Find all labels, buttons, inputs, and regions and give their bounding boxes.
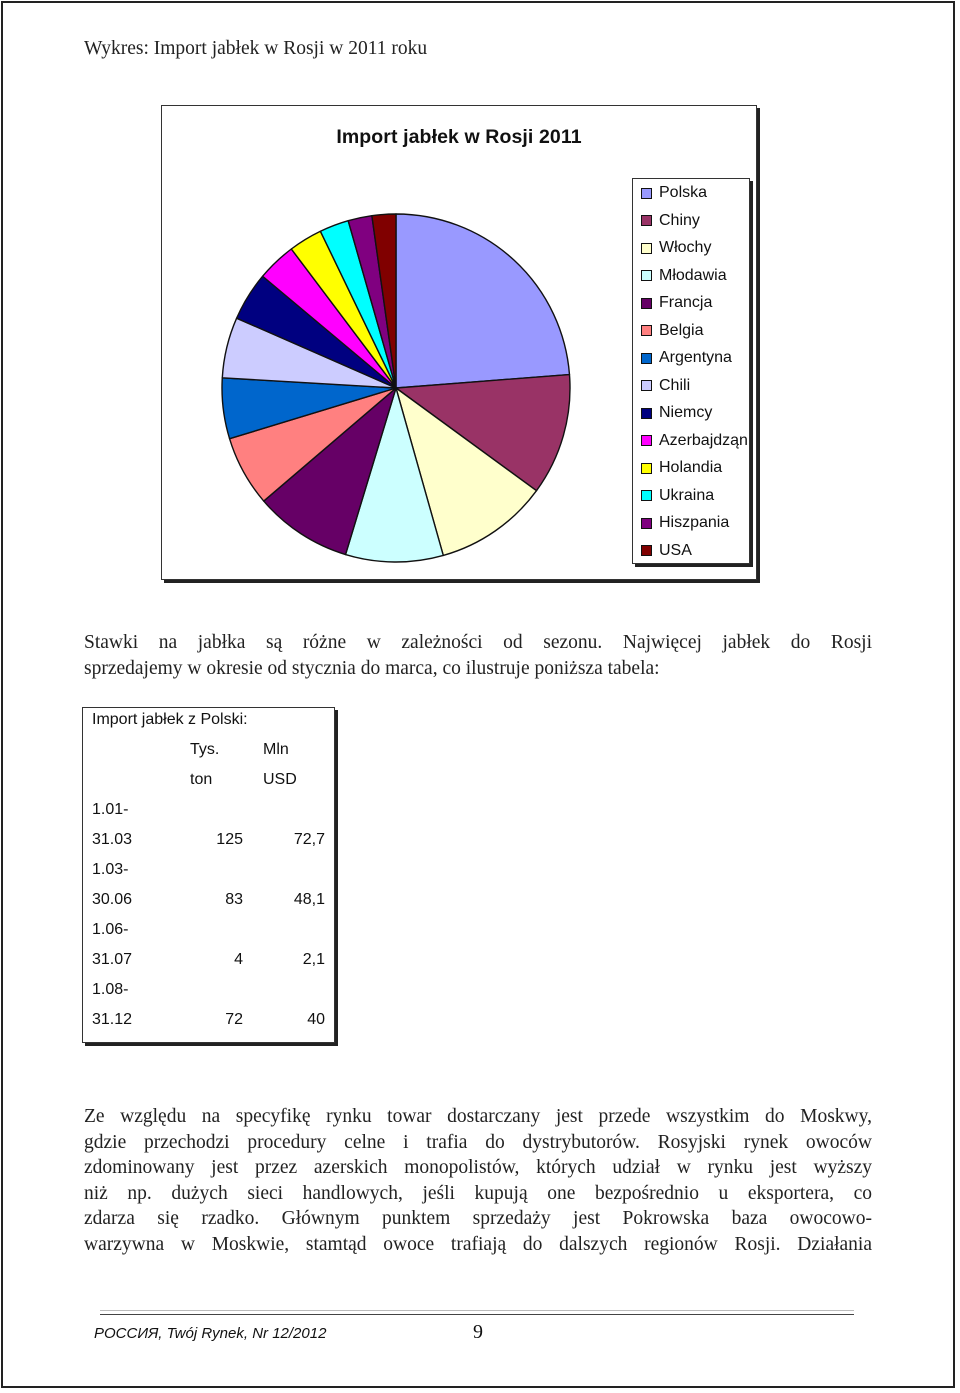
table-row-2-tons: 83 bbox=[225, 891, 243, 908]
legend-swatch bbox=[641, 325, 652, 336]
legend-item bbox=[641, 458, 722, 478]
legend-label: Azerbajdząn bbox=[659, 431, 748, 449]
legend-swatch bbox=[641, 435, 652, 446]
legend-item bbox=[641, 376, 690, 396]
legend-swatch bbox=[641, 490, 652, 501]
legend-swatch bbox=[641, 518, 652, 529]
legend-label: Ukraina bbox=[659, 486, 715, 504]
chart-legend bbox=[632, 178, 750, 564]
paragraph-market-distribution-line: niż np. dużych sieci handlowych, jeśli kupują one bezpośrednio u eksportera, co bbox=[84, 1182, 872, 1204]
table-row-2-period-line2: 30.06 bbox=[92, 891, 133, 908]
paragraph-market-distribution-line: Ze względu na specyfikę rynku towar dostarczany jest przede wszystkim do Moskwy, bbox=[84, 1106, 872, 1127]
legend-label: Holandia bbox=[659, 459, 723, 476]
legend-label: Argentyna bbox=[659, 349, 732, 366]
legend-label: Polska bbox=[659, 184, 708, 201]
footer-divider-light bbox=[100, 1310, 854, 1311]
legend-swatch bbox=[641, 215, 652, 226]
legend-item bbox=[641, 293, 712, 313]
table-row-3-period-line1: 1.06- bbox=[92, 921, 129, 938]
legend-swatch bbox=[641, 188, 652, 199]
footer-publication: РОССИЯ, Twój Rynek, Nr 12/2012 bbox=[94, 1325, 327, 1342]
legend-label: Hiszpania bbox=[659, 514, 730, 531]
legend-label: Belgia bbox=[659, 321, 704, 339]
table-row-3-period-line2: 31.07 bbox=[92, 951, 133, 968]
legend-item bbox=[641, 238, 711, 258]
legend-item bbox=[641, 266, 727, 286]
paragraph-seasonal-rates bbox=[84, 630, 872, 682]
footer-divider bbox=[100, 1314, 854, 1315]
legend-item bbox=[641, 431, 748, 451]
table-header-usd-line1: Mln bbox=[263, 741, 289, 758]
legend-label: Chiny bbox=[659, 211, 700, 229]
legend-item bbox=[641, 403, 712, 423]
legend-item bbox=[641, 211, 700, 231]
legend-item bbox=[641, 486, 714, 506]
import-table bbox=[82, 707, 335, 1043]
table-title: Import jabłek z Polski: bbox=[92, 711, 248, 728]
legend-label: Niemcy bbox=[659, 404, 713, 421]
page-number: 9 bbox=[473, 1321, 483, 1343]
legend-item bbox=[641, 541, 692, 561]
paragraph-seasonal-rates-line: Stawki na jabłka są różne w zależności od sezonu. Najwięcej jabłek do Rosji bbox=[84, 632, 872, 653]
paragraph-market-distribution-line: warzywna w Moskwie, stamtąd owoce trafiają do dalszych regionów Rosji. Działania bbox=[84, 1233, 872, 1255]
table-header-tons-line1: Tys. bbox=[190, 741, 220, 758]
table-row-1-usd: 72,7 bbox=[293, 831, 325, 848]
table-header-usd-line2: USD bbox=[263, 771, 297, 788]
table-row-4-tons: 72 bbox=[225, 1011, 243, 1028]
table-row-1-tons: 125 bbox=[216, 831, 243, 848]
paragraph-market-distribution-line: zdominowany jest przez azerskich monopolistów, których udział w rynku jest wyższy bbox=[84, 1157, 872, 1178]
table-row-4-period-line1: 1.08- bbox=[92, 981, 129, 998]
legend-swatch bbox=[641, 270, 652, 281]
legend-swatch bbox=[641, 380, 652, 391]
paragraph-market-distribution-line: zdarza się rzadko. Głównym punktem sprzedaży jest Pokrowska baza owocowo- bbox=[84, 1208, 872, 1229]
table-header-tons-line2: ton bbox=[190, 771, 213, 788]
legend-item bbox=[641, 348, 732, 368]
table-row-3-usd: 2,1 bbox=[302, 951, 325, 968]
pie-chart-panel bbox=[161, 105, 757, 580]
table-row-4-period-line2: 31.12 bbox=[92, 1011, 133, 1028]
legend-label: Włochy bbox=[659, 239, 712, 256]
table-row-3-tons: 4 bbox=[234, 951, 243, 968]
pie-slice-polska bbox=[396, 214, 569, 388]
legend-item bbox=[641, 513, 729, 533]
legend-swatch bbox=[641, 463, 652, 474]
paragraph-seasonal-rates-line: sprzedajemy w okresie od stycznia do marca, co ilustruje poniższa tabela: bbox=[84, 658, 660, 679]
legend-label: Francja bbox=[659, 294, 713, 311]
table-row-1-period-line1: 1.01- bbox=[92, 801, 129, 818]
legend-swatch bbox=[641, 408, 652, 419]
legend-label: Młodawia bbox=[659, 266, 727, 284]
table-row-2-usd: 48,1 bbox=[293, 891, 325, 908]
paragraph-market-distribution-line: gdzie przechodzi procedury celne i trafia do dystrybutorów. Rosyjski rynek owoców bbox=[84, 1131, 872, 1153]
table-row-4-usd: 40 bbox=[307, 1011, 325, 1028]
chart-title: Import jabłek w Rosji 2011 bbox=[336, 126, 582, 148]
legend-item bbox=[641, 183, 707, 203]
legend-label: Chili bbox=[659, 376, 691, 394]
document-heading: Wykres: Import jabłek w Rosji w 2011 roku bbox=[84, 38, 428, 59]
legend-label: USA bbox=[659, 541, 692, 559]
table-row-1-period-line2: 31.03 bbox=[92, 831, 133, 848]
legend-swatch bbox=[641, 353, 652, 364]
legend-swatch bbox=[641, 298, 652, 309]
legend-item bbox=[641, 321, 703, 341]
legend-swatch bbox=[641, 545, 652, 556]
table-row-2-period-line1: 1.03- bbox=[92, 861, 129, 878]
paragraph-market-distribution bbox=[84, 1104, 872, 1257]
legend-swatch bbox=[641, 243, 652, 254]
